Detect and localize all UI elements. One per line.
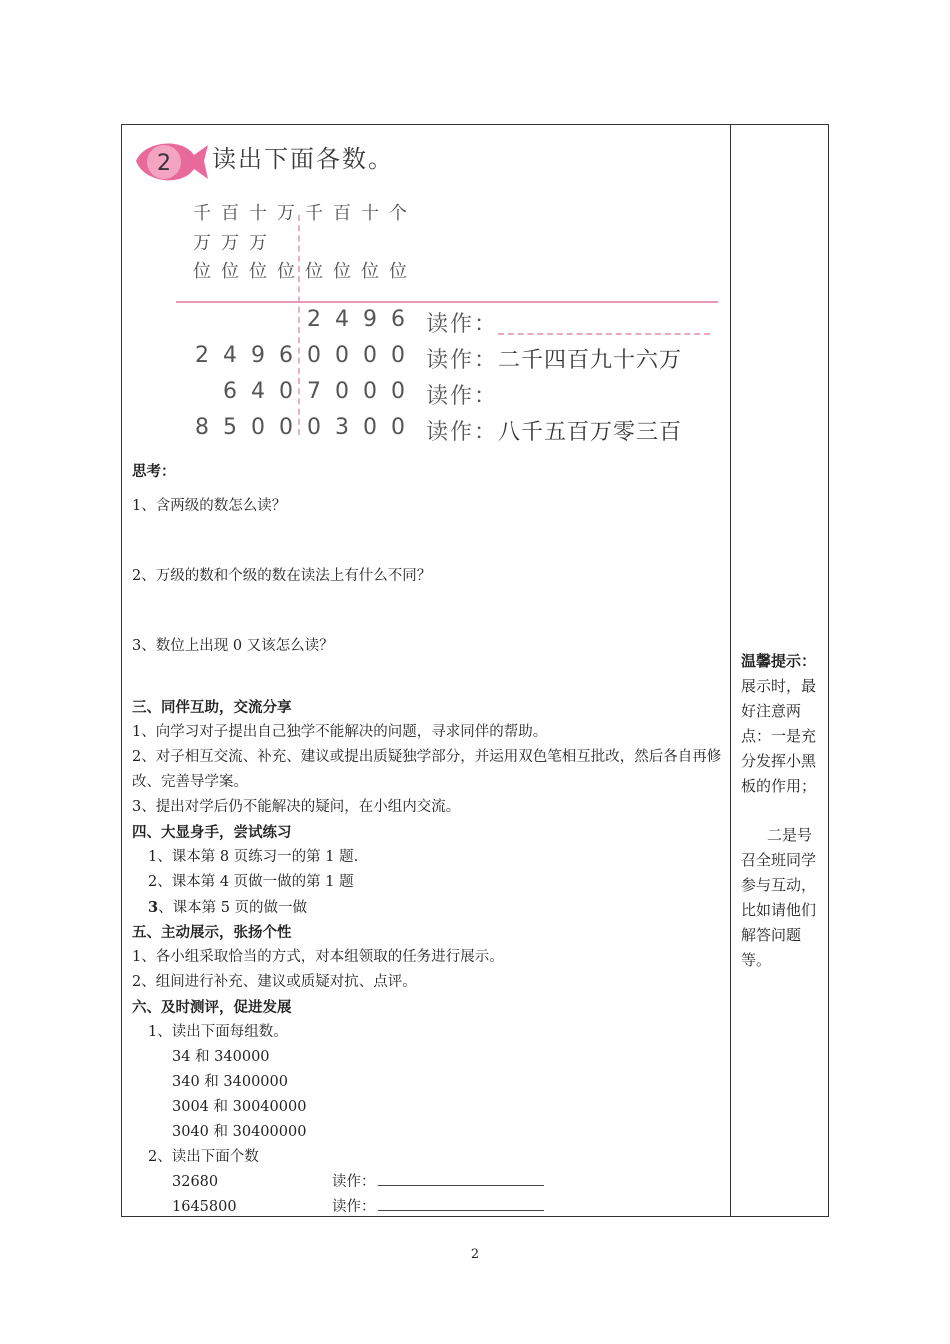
number-row-3: 6 4 0 7 0 0 0 读作：: [223, 379, 499, 409]
fish-badge-icon: [130, 135, 210, 187]
page-number: 2: [470, 1247, 480, 1262]
section3-heading: 三、同伴互助，交流分享: [132, 699, 292, 716]
number-row-4: 8 5 0 0 0 3 0 0 读作：八千五百万零三百: [195, 415, 683, 445]
section3-item-3: 3、提出对学后仍不能解决的疑问，在小组内交流。: [132, 799, 461, 815]
section6-heading: 六、及时测评，促进发展: [132, 999, 292, 1016]
think-heading: 思考：: [132, 463, 176, 480]
header-rule: [176, 301, 718, 303]
answer-blank: [498, 315, 710, 335]
tip-paragraph-1: 展示时，最好注意两点：一是充分发挥小黑板的作用；: [741, 677, 817, 795]
answer-blank: [378, 1196, 544, 1211]
section4-heading: 四、大显身手，尝试练习: [132, 824, 292, 841]
layout-table: [121, 124, 829, 1217]
section6-question-1: 1、读出下面每组数。: [148, 1024, 288, 1040]
section5-item-1: 1、各小组采取恰当的方式，对本组领取的任务进行展示。: [132, 949, 504, 965]
section5-heading: 五、主动展示，张扬个性: [132, 924, 292, 941]
number-pair: 34 和 340000: [172, 1049, 270, 1065]
think-question-1: 1、含两级的数怎么读？: [132, 498, 287, 514]
read-item: 1645800 读作：: [172, 1195, 544, 1220]
answer-blank: [378, 1171, 544, 1186]
read-item: 32680 读作：: [172, 1170, 544, 1195]
main-column: [122, 125, 730, 1216]
number-pair: 340 和 3400000: [172, 1074, 288, 1090]
think-question-3: 3、数位上出现 0 又该怎么读？: [132, 638, 334, 654]
think-question-2: 2、万级的数和个级的数在读法上有什么不同？: [132, 568, 432, 584]
section4-item-1: 1、课本第 8 页练习一的第 1 题.: [148, 849, 359, 865]
section4-item-3: 3、课本第 5 页的做一做: [148, 899, 308, 916]
section6-question-2: 2、读出下面个数: [148, 1149, 259, 1165]
tip-paragraph-2: 二是号召全班同学参与互动，比如请他们解答问题等。: [741, 826, 817, 969]
section4-item-2: 2、课本第 4 页做一做的第 1 题: [148, 874, 354, 890]
textbook-excerpt: [130, 135, 720, 445]
place-row-3: 位 位 位 位 位 位 位 位: [193, 261, 407, 282]
number-row-2: 2 4 9 6 0 0 0 0 读作：二千四百九十六万: [195, 343, 683, 373]
place-row-1: 千 百 十 万 千 百 十 个: [193, 203, 407, 224]
place-row-2: 万 万 万: [193, 233, 267, 254]
number-pair: 3004 和 30040000: [172, 1099, 307, 1115]
badge-number: 2: [157, 151, 171, 176]
tip-heading: 温馨提示：: [741, 652, 817, 670]
section5-item-2: 2、组间进行补充、建议或质疑对抗、点评。: [132, 974, 417, 990]
exercise-title: 读出下面各数。: [212, 145, 394, 173]
section3-item-1: 1、向学习对子提出自己独学不能解决的问题，寻求同伴的帮助。: [132, 724, 548, 740]
number-row-1: 2 4 9 6 读作：: [188, 307, 412, 337]
number-pair: 3040 和 30400000: [172, 1124, 307, 1140]
section3-item-2: 2、对子相互交流、补充、建议或提出质疑独学部分，并运用双色笔相互批改，然后各自再修改、完善导学案。: [132, 749, 722, 790]
sidebar-column: [731, 125, 829, 1216]
